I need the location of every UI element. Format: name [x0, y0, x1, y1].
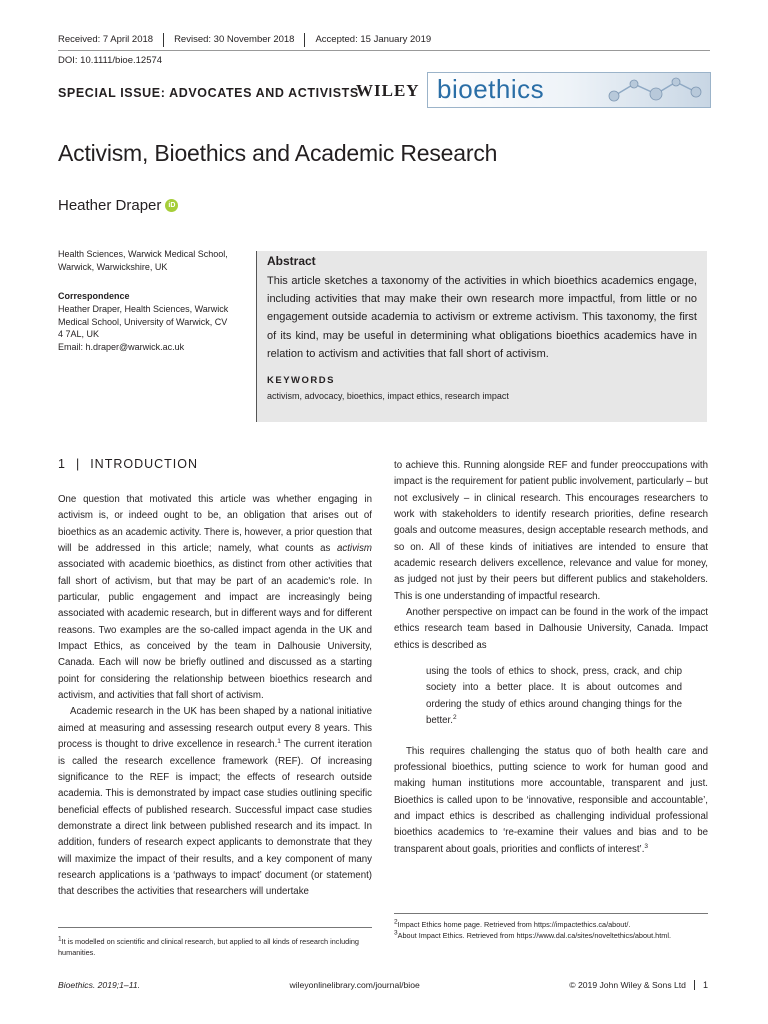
correspondence-line: 4 7AL, UK	[58, 329, 100, 340]
paragraph-text: One question that motivated this article was whether engaging in activism is, or indeed ought to be, an obligation that arises out of bioethics as an academic activity. There is, however, a prior question that will be addressed in this article; namely, what counts as	[58, 494, 372, 555]
copyright: © 2019 John Wiley & Sons Ltd	[569, 980, 686, 990]
correspondence-email[interactable]: Email: h.draper@warwick.ac.uk	[58, 342, 185, 353]
paragraph: Another perspective on impact can be found in the work of the impact ethics research team based in Dalhousie University, Canada. Impact ethics is described as	[394, 607, 708, 651]
paragraph-text: This requires challenging the status quo of both health care and professional bioethics, putting science to work for human good and making human institutions more accountable, transparent and just. Bioethics is called upon to be ‘innovative, responsible and accountable’, and impact ethics is described as challenging individual professional bioethics academics to ‘re-examine their values and bias and to be transparent about goals, priorities and conflicts of interest’.	[394, 745, 708, 855]
special-issue-label: SPECIAL ISSUE: ADVOCATES AND ACTIVISTS	[58, 86, 359, 100]
correspondence-line: Heather Draper, Health Sciences, Warwick	[58, 303, 229, 314]
received-date: Received: 7 April 2018	[58, 34, 154, 45]
article-dates	[58, 33, 441, 47]
footnote-ref[interactable]: 1	[277, 737, 281, 745]
abstract-box	[256, 251, 707, 422]
footnote-link[interactable]: About Impact Ethics. Retrieved from https://www.dal.ca/sites/noveltethics/about.html.	[397, 931, 671, 940]
body-column-right	[394, 458, 708, 858]
footnote-ref[interactable]: 3	[644, 842, 649, 850]
block-quote	[426, 664, 682, 729]
footnote-number: 2	[394, 918, 398, 926]
section-number: 1	[58, 457, 66, 471]
page-number: 1	[694, 980, 708, 990]
journal-logo-text: bioethics	[437, 74, 545, 104]
emphasis-text: activism	[337, 543, 372, 555]
paragraph: to achieve this. Running alongside REF and funder preoccupations with impact is the requirement for patient public involvement, particularly – but not exclusively – in clinical research. This encourages researchers to work with stakeholders to identify research priorities, define research goals and outcome measures, design acceptable research methods, and so on. All of these kinds of initiatives are intended to ensure that academic research delivers excellence, relevance and value for money, as judged not just by their peers but different publics and stakeholders. This is one understanding of impactful research.	[394, 460, 708, 602]
author-name[interactable]: Heather Draper	[58, 197, 162, 214]
journal-banner	[427, 72, 711, 108]
affiliation	[58, 248, 243, 274]
paragraph	[58, 704, 372, 900]
paragraph-text: associated with academic bioethics, as distinct from other activities that fall short of activism, but that may be part of an academic's role. In particular, public engagement and impact are increasingly being associated with academic research, but in different ways and for different reasons. Two examples are the so-called impact agenda in the UK and Impact Ethics, as conceived by the team in Dalhousie University, Canada. Each will now be briefly outlined and discussed as a starting point for considering the relationship between bioethics research and activism, and activities that fall short of activism.	[58, 559, 372, 702]
correspondence	[58, 290, 243, 354]
footnote-rule	[394, 913, 708, 914]
paragraph	[394, 744, 708, 858]
publisher-logo: WILEY	[356, 81, 420, 100]
footnote-link[interactable]: Impact Ethics home page. Retrieved from https://impactethics.ca/about/.	[397, 920, 631, 929]
revised-date: Revised: 30 November 2018	[163, 33, 304, 47]
footnote	[58, 936, 372, 958]
abstract-text: This article sketches a taxonomy of the activities in which bioethics academics engage, including activities that may make their own research more impactful, from little or no engagement outside academia to activism or extreme activism. This taxonomy, the first of its kind, may be useful in determining what obligations bioethics academics have in relation to activism and activities that fall short of activism.	[267, 275, 697, 360]
affiliation-line: Warwick, Warwickshire, UK	[58, 261, 168, 272]
footnote	[394, 919, 708, 930]
footnote-ref[interactable]: 2	[452, 713, 457, 721]
correspondence-heading: Correspondence	[58, 291, 130, 301]
correspondence-line: Medical School, University of Warwick, CV	[58, 316, 228, 327]
paragraph	[58, 492, 372, 704]
footnote	[394, 930, 708, 941]
header-divider	[58, 50, 710, 51]
paragraph-text: The current iteration is called the research excellence framework (REF). Of increasing significance to the REF is impact; the effects of research outside academia. This is demonstrated by impact case studies outlining specific beneficial effects of published research. Successful impact case studies demonstrate a direct link between published research and its impact. In addition, funders of research expect applicants to demonstrate that they will maximize the impact of their results, and a key component of many research applications is a ‘pathways to impact’ document (or statement) that describes the activities that researchers will undertake	[58, 739, 372, 898]
accepted-date: Accepted: 15 January 2019	[304, 33, 441, 47]
molecule-graphic-icon	[604, 76, 704, 104]
section-heading	[58, 457, 198, 471]
section-divider: |	[75, 457, 81, 471]
footer-right	[569, 980, 708, 990]
affiliation-line: Health Sciences, Warwick Medical School,	[58, 249, 228, 259]
doi[interactable]: DOI: 10.1111/bioe.12574	[58, 55, 163, 66]
journal-reference: Bioethics. 2019;1–11.	[58, 980, 141, 990]
article-title: Activism, Bioethics and Academic Research	[58, 140, 498, 166]
body-column-left	[58, 492, 372, 901]
keywords-list: activism, advocacy, bioethics, impact ethics, research impact	[267, 391, 509, 402]
page-footer	[58, 980, 708, 990]
journal-url[interactable]: wileyonlinelibrary.com/journal/bioe	[289, 980, 420, 990]
footnote-text: It is modelled on scientific and clinical research, but applied to all kinds of research including humanities.	[58, 937, 359, 957]
author-line	[58, 197, 178, 214]
quote-text: using the tools of ethics to shock, press, crack, and chip society into a better place. It is about outcomes and ordering the study of ethics around changing things for the better.	[426, 666, 682, 727]
footnote-number: 1	[58, 935, 62, 943]
footnote-number: 3	[394, 929, 398, 937]
paragraph-text: Academic research in the UK has been shaped by a national initiative aimed at measuring and assessing research output every 8 years. This process is thought to drive excellence in research.	[58, 706, 372, 751]
abstract-heading: Abstract	[267, 254, 316, 268]
footnote-rule	[58, 927, 372, 928]
orcid-icon[interactable]: iD	[165, 199, 178, 212]
footnotes-right	[394, 919, 708, 941]
section-title: INTRODUCTION	[90, 457, 199, 471]
keywords-heading: KEYWORDS	[267, 375, 335, 387]
